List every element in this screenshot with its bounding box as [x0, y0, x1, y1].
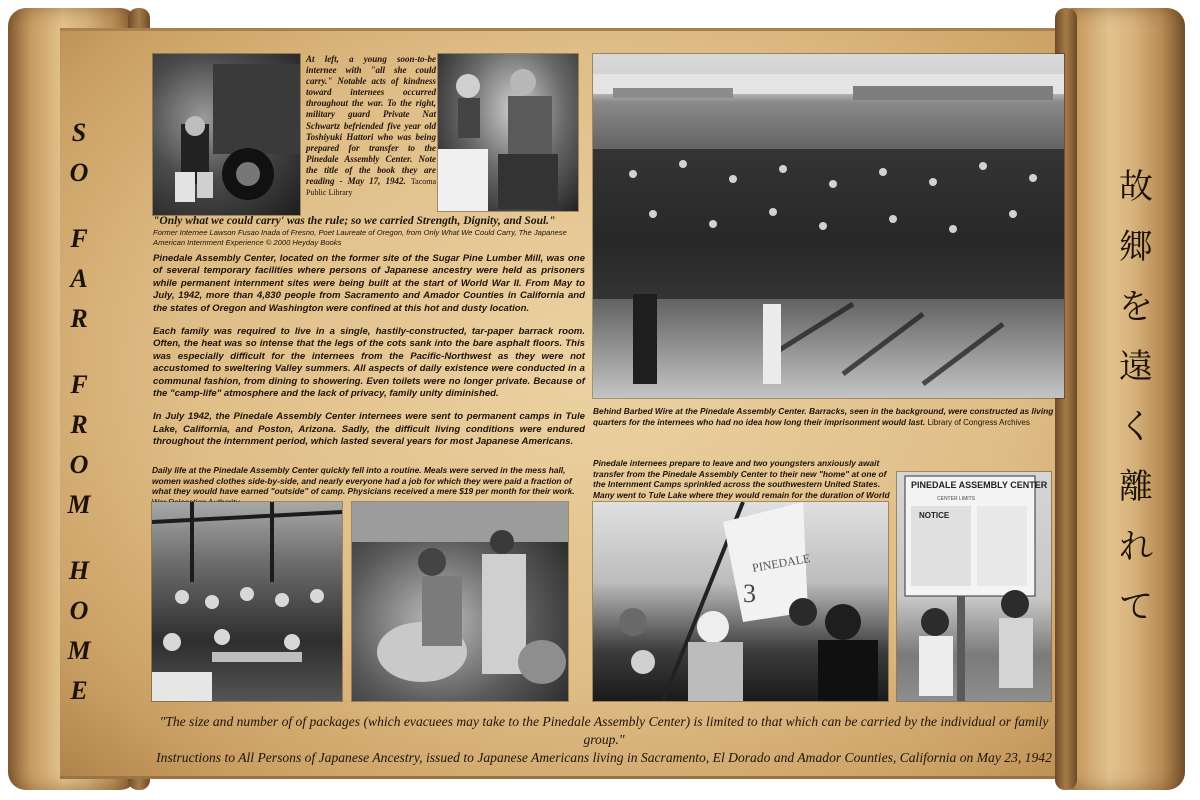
title-letter: O	[69, 596, 91, 625]
title-letter: E	[70, 676, 90, 705]
body-paragraph: Pinedale Assembly Center, located on the former site of the Sugar Pine Lumber Mill, was one of several temporary facilities where persons of Japanese ancestry were held as prisoners while permanent internment sites were being built at the start of World War II. From May to July, 1942, more than 4,830 people from Sacramento and Amador Counties in California and the states of Oregon and Washington were confined at this hot and dusty location.	[153, 253, 585, 314]
title-letter: A	[70, 264, 90, 293]
jp-char: 遠	[1119, 347, 1153, 387]
top-caption	[306, 54, 436, 198]
title-letter: M	[67, 636, 93, 665]
vertical-title	[40, 120, 120, 744]
jp-char: れ	[1119, 527, 1153, 567]
title-letter: R	[70, 304, 90, 333]
quote-block	[153, 215, 583, 247]
title-word-so	[40, 120, 120, 226]
bottom-quote-attribution: Instructions to All Persons of Japanese Ancestry, issued to Japanese Americans living in Sacramento, El Dorado and Amador Counties, California on May 23, 1942	[156, 750, 1052, 765]
photo-girl-with-bags	[153, 54, 300, 215]
jp-char: く	[1119, 407, 1153, 447]
sign-subtitle: CENTER LIMITS	[937, 496, 976, 502]
quote-text: "Only what we could carry' was the rule; so we carried Strength, Dignity, and Soul."	[153, 215, 556, 227]
flag-name-label: PINEDALE	[751, 550, 812, 575]
sign-title: PINEDALE ASSEMBLY CENTER	[911, 480, 1048, 490]
photo-guard-and-child	[438, 54, 578, 211]
title-letter: F	[70, 370, 90, 399]
top-caption-credit: Tacoma Public Library	[306, 177, 437, 198]
sign-notice: NOTICE	[919, 511, 950, 520]
transfer-caption-text: Pinedale internees prepare to leave and two youngsters anxiously await transfer from the Pinedale Assembly Center to their new "home" at one of the Internment Camps sprinkled across the southwestern United States. Many went to Tule Lake where they would remain for the duration of World	[593, 458, 890, 500]
photo-mess-hall	[152, 502, 342, 701]
crowd-caption-text: Behind Barbed Wire at the Pinedale Assembly Center. Barracks, seen in the background, were constructed as living quarters for the internees who had no idea how long their imprisonment would last.	[593, 406, 1054, 427]
crowd-caption	[593, 406, 1068, 428]
photo-pinedale-flag	[593, 502, 888, 701]
quote-attribution: Former Internee Lawson Fusao Inada of Fresno, Poet Laureate of Oregon, from Only What We Could Carry, The Japanese American Internment Experience © 2000 Heyday Books	[153, 228, 567, 247]
title-word-far	[40, 226, 120, 372]
bottom-quote	[148, 713, 1060, 767]
flag-number-label: 3	[743, 579, 756, 608]
title-letter: R	[70, 410, 90, 439]
title-letter: H	[68, 556, 92, 585]
bottom-quote-text: "The size and number of of packages (which evacuees may take to the Pinedale Assembly Center) is limited to that which can be carried by the individual or family group."	[159, 714, 1049, 747]
japanese-title	[1106, 167, 1166, 650]
jp-char: て	[1119, 587, 1153, 627]
title-letter: O	[69, 450, 91, 479]
title-word-from	[40, 372, 120, 558]
photo-assembly-center-sign	[897, 472, 1051, 701]
jp-char: を	[1119, 287, 1153, 327]
photo-washing-clothes	[352, 502, 568, 701]
top-caption-text: At left, a young soon-to-be internee with "all she could carry." Notable acts of kindness toward internees occurred throughout the war. To the right, military guard Private Nat Schwartz befriended five year old Toshiyuki Hattori who was being prepared for transfer to the Pinedale Assembly Center. Note the title of the book they are reading - May 17, 1942.	[306, 54, 436, 187]
title-letter: M	[67, 490, 93, 519]
title-letter: F	[70, 224, 90, 253]
body-paragraph: Each family was required to live in a single, hastily-constructed, tar-paper barrack room. Often, the heat was so intense that the legs of the cots sank into the bare asphalt floors. This was especially difficult for the internees from the Pacific-Northwest as they were not accustomed to sweltering Valley summers. All aspects of daily existence were conducted in a communal fashion, from dining to showering. Even toilets were no longer private. Because of the "camp-life" atmosphere and the lack of privacy, family unity diminished.	[153, 326, 585, 400]
jp-char: 故	[1119, 167, 1153, 207]
crowd-caption-credit: Library of Congress Archives	[927, 417, 1030, 427]
title-letter: S	[71, 118, 89, 147]
photo-crowd-assembly-center	[593, 54, 1064, 398]
title-letter: O	[69, 158, 91, 187]
jp-char: 郷	[1119, 227, 1153, 267]
body-text	[153, 253, 585, 449]
title-word-home	[40, 558, 120, 744]
jp-char: 離	[1119, 467, 1153, 507]
daily-caption-text: Daily life at the Pinedale Assembly Center quickly fell into a routine. Meals were served in the mess hall, women washed clothes side-by-side, and nearly everyone had a job for which they were paid a fraction of what they would have earned "outside" of camp. Physicians received a mere $19 per month for their work.	[152, 465, 575, 496]
body-paragraph: In July 1942, the Pinedale Assembly Center internees were sent to permanent camps in Tule Lake, California, and Poston, Arizona. Sadly, the difficult living conditions were endured throughout the internment period, which lasted several years for most Japanese Americans.	[153, 411, 585, 448]
